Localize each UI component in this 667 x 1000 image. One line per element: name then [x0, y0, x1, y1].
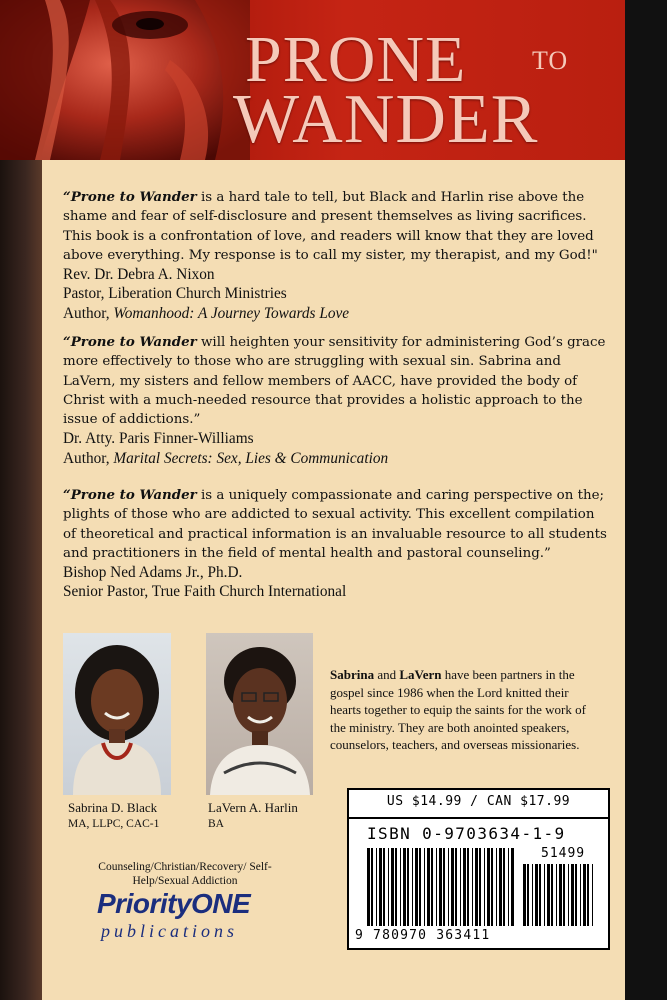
- addon-number: 51499: [541, 846, 586, 861]
- isbn-barcode: [367, 848, 517, 928]
- endorser-name: Bishop Ned Adams Jr., Ph.D.: [63, 564, 243, 582]
- title-to: TO: [532, 46, 569, 75]
- barcode-bar: [467, 848, 469, 926]
- barcode-bar: [439, 848, 442, 926]
- barcode-bar: [431, 848, 433, 926]
- cover-header: [0, 0, 625, 160]
- barcode-bar: [583, 864, 586, 926]
- publisher-logo: PriorityONE: [97, 888, 251, 919]
- title-prone: PRONE: [245, 23, 467, 96]
- author-photo-sabrina: [63, 633, 171, 795]
- barcode-bar: [551, 864, 553, 926]
- author-photo-lavern: [206, 633, 313, 795]
- title-wander: WANDER: [233, 81, 539, 158]
- author-credentials: BA: [208, 818, 224, 830]
- barcode-bar: [484, 848, 485, 926]
- endorser-name: Rev. Dr. Debra A. Nixon: [63, 266, 215, 284]
- barcode-bar: [587, 864, 589, 926]
- publisher-logo-subtitle: publications: [101, 921, 238, 941]
- barcode-bar: [503, 848, 505, 926]
- barcode-bar: [479, 848, 481, 926]
- barcode-bar: [367, 848, 370, 926]
- barcode-bar: [419, 848, 421, 926]
- endorsement-quote: “Prone to Wander is a uniquely compassionate and caring perspective on the; plights of those who are addicted to sexual activity. This excellent compilation of theoretical and practical information is an invaluable resource to all students and practitioners in the field of mental health and pastoral counseling.”: [63, 487, 607, 561]
- barcode-bar: [371, 848, 373, 926]
- author-caption-lavern: [208, 800, 298, 832]
- endorsement-2: [63, 333, 608, 468]
- barcode-bar: [523, 864, 526, 926]
- barcode-block: [347, 788, 610, 950]
- endorsement-quote: “Prone to Wander is a hard tale to tell, but Black and Harlin rise above the shame and fear of self-disclosure and present themselves as living sacrifices. This book is a confrontation of love, and readers will know that they are loved above everything. My response is to call my sister, my therapist, and my God!": [63, 189, 598, 263]
- barcode-bar: [460, 848, 461, 926]
- barcode-bar: [472, 848, 473, 926]
- barcode-bar: [391, 848, 394, 926]
- author-name: LaVern A. Harlin: [208, 800, 298, 815]
- barcode-bar: [379, 848, 382, 926]
- barcode-bar: [499, 848, 502, 926]
- barcode-bar: [511, 848, 514, 926]
- endorser-work: Author, Womanhood: A Journey Towards Love: [63, 304, 350, 322]
- endorsement-3: [63, 486, 608, 602]
- endorsement-1: [63, 188, 608, 323]
- barcode-bar: [448, 848, 449, 926]
- endorsement-quote: “Prone to Wander will heighten your sensitivity for administering God’s grace more effectively to those who are struggling with sexual sin. Sabrina and LaVern, my sisters and fellow members of AACC, have provided the body of Christ with a much-needed resource that provides a holistic approach to the issue of addictions.”: [63, 334, 606, 428]
- barcode-bar: [575, 864, 577, 926]
- barcode-bar: [436, 848, 437, 926]
- barcode-bar: [451, 848, 454, 926]
- author-name: Sabrina D. Black: [68, 800, 158, 815]
- barcode-bar: [475, 848, 478, 926]
- barcode-bar: [508, 848, 509, 926]
- barcode-bar: [580, 864, 581, 926]
- barcode-bar: [563, 864, 565, 926]
- barcode-bar: [556, 864, 557, 926]
- barcode-bar: [571, 864, 574, 926]
- barcode-bar: [400, 848, 401, 926]
- author-bio: Sabrina and LaVern have been partners in the gospel since 1986 when the Lord knitted their hearts together to equip the saints for the work of the ministry. They are both anointed speakers, counselors, teachers, and overseas missionaries.: [330, 667, 586, 752]
- addon-barcode: [523, 864, 595, 928]
- right-page-edge: [625, 0, 667, 1000]
- price-label: US $14.99 / CAN $17.99: [386, 794, 571, 809]
- barcode-bar: [491, 848, 493, 926]
- barcode-bar: [376, 848, 377, 926]
- barcode-bar: [532, 864, 533, 926]
- barcode-bar: [535, 864, 538, 926]
- barcode-bar: [559, 864, 562, 926]
- barcode-bar: [568, 864, 569, 926]
- barcode-bar: [496, 848, 497, 926]
- barcode-bar: [412, 848, 413, 926]
- left-spine-shadow: [0, 160, 42, 1000]
- barcode-bar: [424, 848, 425, 926]
- barcode-bar: [547, 864, 550, 926]
- ean-number: 9 780970 363411: [355, 928, 491, 943]
- barcode-bar: [487, 848, 490, 926]
- barcode-bar: [427, 848, 430, 926]
- barcode-bar: [415, 848, 418, 926]
- barcode-bar: [544, 864, 545, 926]
- barcode-bar: [455, 848, 457, 926]
- endorser-name: Dr. Atty. Paris Finner-Williams: [63, 430, 254, 448]
- barcode-bar: [443, 848, 445, 926]
- endorser-title: Senior Pastor, True Faith Church International: [63, 583, 347, 601]
- barcode-bar: [388, 848, 389, 926]
- barcode-bar: [463, 848, 466, 926]
- author-caption-sabrina: [68, 800, 159, 832]
- author-credentials: MA, LLPC, CAC-1: [68, 818, 160, 830]
- barcode-bar: [592, 864, 593, 926]
- endorser-title: Pastor, Liberation Church Ministries: [63, 285, 287, 303]
- isbn-label: ISBN 0-9703634-1-9: [367, 824, 566, 843]
- book-categories: Counseling/Christian/Recovery/ Self-Help/Sexual Addiction: [98, 861, 272, 887]
- barcode-bar: [539, 864, 541, 926]
- price-divider: [349, 817, 608, 819]
- barcode-bar: [407, 848, 409, 926]
- endorser-work: Author, Marital Secrets: Sex, Lies & Communication: [63, 449, 389, 467]
- barcode-bar: [383, 848, 385, 926]
- barcode-bar: [395, 848, 397, 926]
- barcode-bar: [403, 848, 406, 926]
- barcode-bar: [527, 864, 529, 926]
